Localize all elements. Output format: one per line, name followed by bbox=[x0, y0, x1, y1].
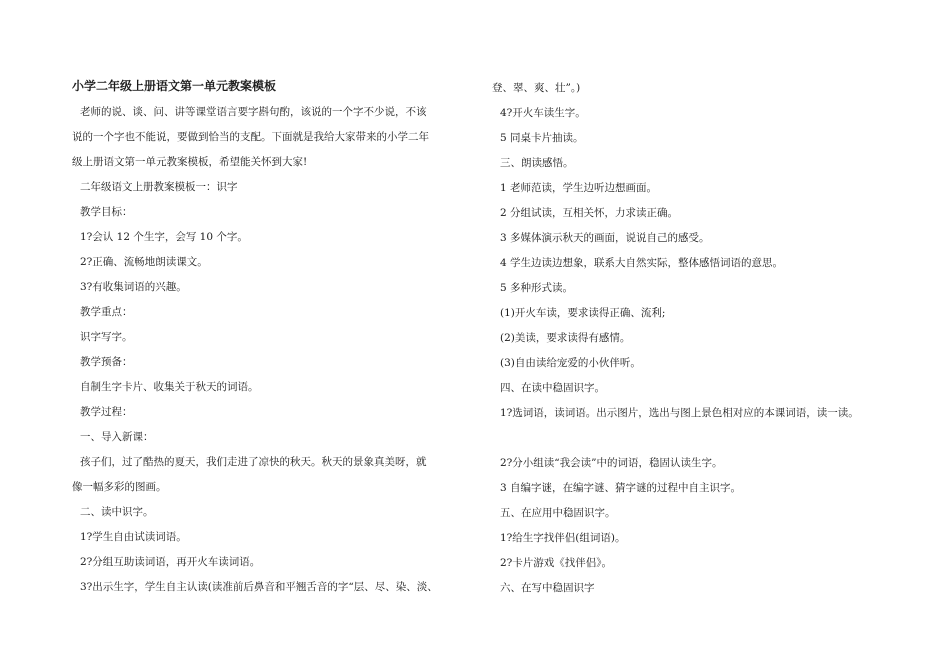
intro-line: 级上册语文第一单元教案模板，希望能关怀到大家! bbox=[72, 156, 308, 168]
paragraph-line: 1?给生字找伴侣(组词语)。 bbox=[500, 532, 626, 544]
paragraph-line: 3 自编字谜，在编字谜、猜字谜的过程中自主识字。 bbox=[500, 482, 742, 494]
paragraph-line: 1?会认 12 个生字，会写 10 个字。 bbox=[80, 231, 248, 243]
paragraph-line: 2?分小组读“我会读”中的词语，稳固认读生字。 bbox=[500, 457, 723, 469]
paragraph-line: 像一幅多彩的图画。 bbox=[72, 481, 167, 493]
paragraph-line: (3)自由读给宠爱的小伙伴听。 bbox=[500, 357, 641, 369]
blank-line bbox=[492, 426, 884, 451]
paragraph-line: 教学过程： bbox=[80, 406, 133, 418]
paragraph-line: 2 分组试读，互相关怀，力求读正确。 bbox=[500, 207, 679, 219]
paragraph-line: 四、在读中稳固识字。 bbox=[500, 382, 605, 394]
paragraph-line: 教学目标： bbox=[80, 206, 133, 218]
paragraph-line: 3?出示生字，学生自主认读(读准前后鼻音和平翘舌音的字“层、尽、染、淡、 bbox=[80, 581, 438, 593]
paragraph-line: 2?分组互助读词语，再开火车读词语。 bbox=[80, 556, 261, 568]
paragraph-line: 1?选词语，读词语。出示图片，选出与图上景色相对应的本课词语，读一读。 bbox=[500, 407, 859, 419]
paragraph-line: 登、翠、爽、壮”。) bbox=[492, 82, 581, 94]
paragraph-line: 三、朗读感悟。 bbox=[500, 157, 574, 169]
paragraph-line: 1?学生自由试读词语。 bbox=[80, 531, 187, 543]
paragraph-line: 自制生字卡片、收集关于秋天的词语。 bbox=[80, 381, 259, 393]
paragraph-line: 4?开火车读生字。 bbox=[500, 107, 586, 119]
right-column bbox=[492, 76, 884, 601]
paragraph-line: 一、导入新课： bbox=[80, 431, 154, 443]
paragraph-line: 教学重点： bbox=[80, 306, 133, 318]
left-column bbox=[72, 76, 464, 600]
paragraph-line: 二、读中识字。 bbox=[80, 506, 154, 518]
paragraph-line: 识字写字。 bbox=[80, 331, 133, 343]
paragraph-line: 5 多种形式读。 bbox=[500, 282, 574, 294]
paragraph-line: (1)开火车读，要求读得正确、流利; bbox=[500, 307, 666, 319]
paragraph-line: 5 同桌卡片抽读。 bbox=[500, 132, 584, 144]
paragraph-line: 2?正确、流畅地朗读课文。 bbox=[80, 256, 208, 268]
document-title: 小学二年级上册语文第一单元教案模板 bbox=[72, 79, 277, 93]
paragraph-line: 孩子们，过了酷热的夏天，我们走进了凉快的秋天。秋天的景象真美呀，就 bbox=[80, 456, 427, 468]
paragraph-line: 4 学生边读边想象，联系大自然实际，整体感悟词语的意思。 bbox=[500, 257, 784, 269]
paragraph-line: 2?卡片游戏《找伴侣》。 bbox=[500, 557, 613, 569]
paragraph-line: 教学预备： bbox=[80, 356, 133, 368]
paragraph-line: 六、在写中稳固识字 bbox=[500, 582, 595, 594]
section-heading: 二年级语文上册教案模板一：识字 bbox=[80, 181, 238, 193]
paragraph-line: (2)美读，要求读得有感情。 bbox=[500, 332, 631, 344]
paragraph-line: 1 老师范读，学生边听边想画面。 bbox=[500, 182, 658, 194]
paragraph-line: 3 多媒体演示秋天的画面，说说自己的感受。 bbox=[500, 232, 710, 244]
paragraph-line: 五、在应用中稳固识字。 bbox=[500, 507, 616, 519]
intro-line: 老师的说、谈、问、讲等课堂语言要字斟句酌，该说的一个字不少说，不该 bbox=[80, 106, 427, 118]
intro-line: 说的一个字也不能说，要做到恰当的支配。下面就是我给大家带来的小学二年 bbox=[72, 131, 429, 143]
paragraph-line: 3?有收集词语的兴趣。 bbox=[80, 281, 187, 293]
